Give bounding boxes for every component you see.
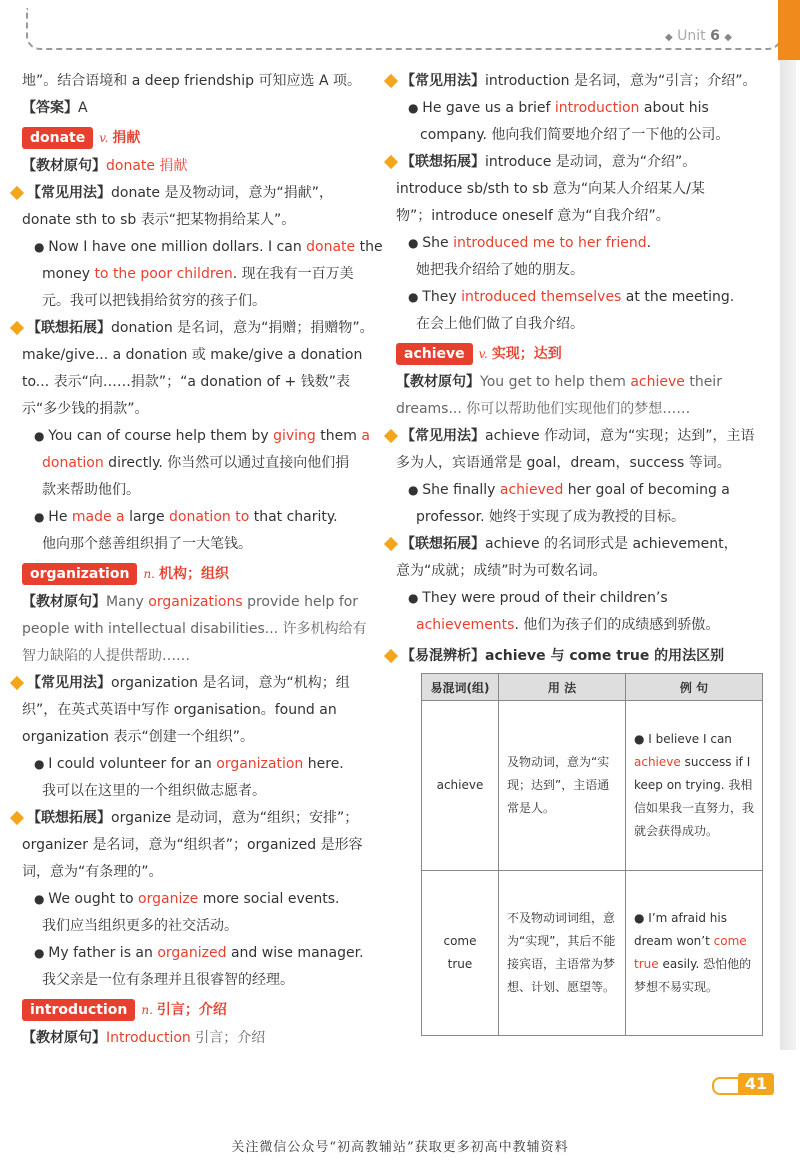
example-line: ● Now I have one million dollars. I can donate the xyxy=(34,239,383,255)
tip-icon xyxy=(384,537,398,551)
bullet-icon: ● xyxy=(408,236,423,250)
table-header: 易混词(组) xyxy=(422,674,499,701)
text-line: to... 表示“向……捐款”；“a donation of + 钱数”表 xyxy=(22,374,350,390)
original-sentence: 【教材原句】You get to help them achieve their xyxy=(396,374,722,390)
table-header-row xyxy=(422,674,763,701)
text-line: organization 表示“创建一个组织”。 xyxy=(22,729,255,745)
text-line: introduce sb/sth to sb 意为“向某人介绍某人/某 xyxy=(396,181,705,197)
example-line: ● They were proud of their children’s xyxy=(408,590,668,606)
example-line: ● I could volunteer for an organization here. xyxy=(34,756,344,772)
table-cell-word: come true xyxy=(422,871,499,1036)
diamond-icon: ◆ xyxy=(724,32,732,43)
example-line: donation directly. 你当然可以通过直接向他们捐 xyxy=(42,455,350,471)
text-line: people with intellectual disabilities... 许多机构给有 xyxy=(22,621,367,637)
table-row xyxy=(422,871,763,1036)
bullet-icon: ● xyxy=(34,429,49,443)
example-line: ● My father is an organized and wise manager. xyxy=(34,945,364,961)
answer-line: 【答案】A xyxy=(22,100,88,116)
confuse-heading: 【易混辨析】achieve 与 come true 的用法区别 xyxy=(396,643,758,670)
tip-icon xyxy=(10,321,24,335)
text-line: 织”，在英式英语中写作 organisation。found an xyxy=(22,702,337,718)
tip-icon xyxy=(384,649,398,663)
example-line: 我父亲是一位有条理并且很睿智的经理。 xyxy=(42,972,294,988)
extend-line: 【联想拓展】achieve 的名词形式是 achievement， xyxy=(396,531,758,558)
original-sentence: 【教材原句】Introduction 引言；介绍 xyxy=(22,1030,266,1046)
word-heading-donate: donate v. 捐献 xyxy=(22,127,374,149)
right-column xyxy=(396,68,758,670)
word-heading-organization: organization n. 机构；组织 xyxy=(22,563,374,585)
tip-icon xyxy=(10,676,24,690)
example-line: money to the poor children. 现在我有一百万美 xyxy=(42,266,354,282)
word-heading-achieve: achieve v. 实现；达到 xyxy=(396,343,758,365)
page-edge-bar xyxy=(780,0,796,1050)
example-line: 她把我介绍给了她的朋友。 xyxy=(416,262,584,278)
example-line: 在会上他们做了自我介绍。 xyxy=(416,316,584,332)
text-line: 意为“成就；成绩”时为可数名词。 xyxy=(396,563,607,579)
text-line: donate sth to sb 表示“把某物捐给某人”。 xyxy=(22,212,296,228)
table-cell-example: ● I believe I can achieve success if I keep on trying. 我相信如果我一直努力，我就会获得成功。 xyxy=(626,701,763,871)
page-number-value: 41 xyxy=(738,1073,774,1095)
tip-icon xyxy=(384,74,398,88)
tip-icon xyxy=(384,155,398,169)
extend-line: 【联想拓展】introduce 是动词，意为“介绍”。 xyxy=(396,149,758,176)
text-line: organizer 是名词，意为“组织者”；organized 是形容 xyxy=(22,837,363,853)
bullet-icon: ● xyxy=(34,240,49,254)
example-line: ● They introduced themselves at the meeting. xyxy=(408,289,735,305)
table-cell-word: achieve xyxy=(422,701,499,871)
example-line: ● We ought to organize more social events. xyxy=(34,891,340,907)
bullet-icon: ● xyxy=(408,591,423,605)
example-line: ● She introduced me to her friend. xyxy=(408,235,652,251)
word-heading-introduction: introduction n. 引言；介绍 xyxy=(22,999,374,1021)
original-sentence: 【教材原句】donate 捐献 xyxy=(22,158,188,174)
example-line: ● He made a large donation to that charity. xyxy=(34,509,338,525)
usage-line: 【常见用法】organization 是名词，意为“机构；组 xyxy=(22,670,374,697)
example-line: company. 他向我们简要地介绍了一下他的公司。 xyxy=(420,127,730,143)
extend-line: 【联想拓展】organize 是动词，意为“组织；安排”； xyxy=(22,805,374,832)
bullet-icon: ● xyxy=(34,757,49,771)
left-column xyxy=(22,68,383,1052)
text-line: 物”；introduce oneself 意为“自我介绍”。 xyxy=(396,208,670,224)
bullet-icon: ● xyxy=(408,290,423,304)
bullet-icon: ● xyxy=(34,510,49,524)
example-line: 款来帮助他们。 xyxy=(42,482,140,498)
table-cell-example: ● I’m afraid his dream won’t come true easily. 恐怕他的梦想不易实现。 xyxy=(626,871,763,1036)
text-line: 地”。结合语境和 a deep friendship 可知应选 A 项。 xyxy=(22,73,362,89)
example-line: 他向那个慈善组织捐了一大笔钱。 xyxy=(42,536,252,552)
bullet-icon: ● xyxy=(34,892,49,906)
text-line: 智力缺陷的人提供帮助…… xyxy=(22,648,190,664)
diamond-icon: ◆ xyxy=(664,32,673,43)
table-cell-usage: 及物动词，意为“实现；达到”，主语通常是人。 xyxy=(499,701,626,871)
usage-line: 【常见用法】introduction 是名词，意为“引言；介绍”。 xyxy=(396,68,758,95)
extend-line: 【联想拓展】donation 是名词，意为“捐赠；捐赠物”。 xyxy=(22,315,374,342)
tip-icon xyxy=(10,186,24,200)
text-line: 多为人，宾语通常是 goal，dream，success 等词。 xyxy=(396,455,731,471)
example-line: ● He gave us a brief introduction about his xyxy=(408,100,709,116)
page-edge-tab xyxy=(778,0,800,60)
footer-note: 关注微信公众号“初高教辅站”获取更多初高中教辅资料 xyxy=(231,1140,569,1155)
table-row xyxy=(422,701,763,871)
example-line: 我们应当组织更多的社交活动。 xyxy=(42,918,238,934)
example-line: ● She finally achieved her goal of becoming a xyxy=(408,482,730,498)
table-cell-usage: 不及物动词词组，意为“实现”，其后不能接宾语，主语常为梦想、计划、愿望等。 xyxy=(499,871,626,1036)
example-line: achievements. 他们为孩子们的成绩感到骄傲。 xyxy=(416,617,720,633)
text-line: 词，意为“有条理的”。 xyxy=(22,864,163,880)
text-line: dreams... 你可以帮助他们实现他们的梦想…… xyxy=(396,401,691,417)
unit-text: Unit xyxy=(677,28,706,44)
bullet-icon: ● xyxy=(408,483,423,497)
comparison-table xyxy=(421,673,763,1036)
example-line: 元。我可以把钱捐给贫穷的孩子们。 xyxy=(42,293,266,309)
table-header: 例 句 xyxy=(626,674,763,701)
tip-icon xyxy=(384,429,398,443)
example-line: ● You can of course help them by giving them a xyxy=(34,428,370,444)
page-number xyxy=(712,1073,768,1095)
example-line: 我可以在这里的一个组织做志愿者。 xyxy=(42,783,266,799)
table-header: 用 法 xyxy=(499,674,626,701)
usage-line: 【常见用法】achieve 作动词，意为“实现；达到”，主语 xyxy=(396,423,758,450)
unit-number: 6 xyxy=(710,28,720,44)
bullet-icon: ● xyxy=(634,911,649,925)
example-line: professor. 她终于实现了成为教授的目标。 xyxy=(416,509,685,525)
unit-label xyxy=(659,28,738,44)
tip-icon xyxy=(10,811,24,825)
bullet-icon: ● xyxy=(34,946,49,960)
original-sentence: 【教材原句】Many organizations provide help for xyxy=(22,594,359,610)
bullet-icon: ● xyxy=(634,732,649,746)
text-line: make/give... a donation 或 make/give a donation xyxy=(22,347,363,363)
usage-line: 【常见用法】donate 是及物动词，意为“捐献”， xyxy=(22,180,374,207)
text-line: 示“多少钱的捐款”。 xyxy=(22,401,149,417)
bullet-icon: ● xyxy=(408,101,423,115)
